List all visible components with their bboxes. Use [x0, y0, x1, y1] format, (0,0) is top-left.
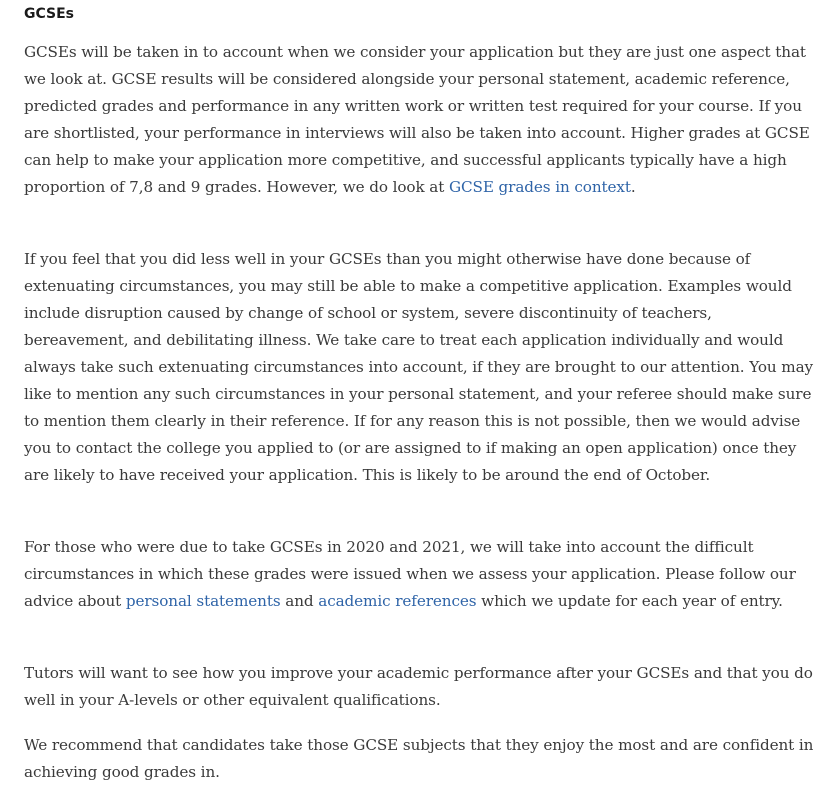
gcse-grades-in-context-link[interactable]: GCSE grades in context — [448, 178, 631, 196]
section-heading: GCSEs — [24, 6, 75, 22]
paragraph-text: and — [280, 592, 319, 610]
paragraph-tutors: Tutors will want to see how you improve your academic performance after your GCSEs and that you do well in your A-levels or other equivalent qualifications. — [24, 664, 813, 709]
paragraph-text: which we update for each year of entry. — [476, 592, 783, 610]
academic-references-link[interactable]: academic references — [318, 592, 477, 610]
content-section — [24, 0, 816, 781]
paragraph-text: GCSEs will be taken in to account when we consider your application but they are just one aspect that we look at. GCSE results will be considered alongside your personal statement, academic reference, predicted grades and performance in any written work or written test required for your course. If you are shortlisted, your performance in interviews will also be taken into account. Higher grades at GCSE can help to make your application more competitive, and successful applicants typically have a high proportion of 7,8 and 9 grades. However, we do look at — [24, 43, 810, 196]
paragraph-recommendation: We recommend that candidates take those GCSE subjects that they enjoy the most and are confident in achieving good grades in. — [24, 736, 814, 781]
paragraph-text: . — [630, 178, 636, 196]
paragraph-2020-2021 — [24, 534, 816, 615]
paragraph-extenuating-circumstances: If you feel that you did less well in your GCSEs than you might otherwise have done because of extenuating circumstances, you may still be able to make a competitive application. Examples would include disruption caused by change of school or system, severe discontinuity of teachers, bereavement, and debilitating illness. We take care to treat each application individually and would always take such extenuating circumstances into account, if they are brought to our attention. You may like to mention any such circumstances in your personal statement, and your referee should make sure to mention them clearly in their reference. If for any reason this is not possible, then we would advise you to contact the college you applied to (or are assigned to if making an open application) once they are likely to have received your application. This is likely to be around the end of October. — [24, 250, 814, 484]
paragraph-text: For those who were due to take GCSEs in 2020 and 2021, we will take into account the difficult circumstances in which these grades were issued when we assess your application. Please follow our advice about — [24, 538, 796, 610]
personal-statements-link[interactable]: personal statements — [125, 592, 281, 610]
paragraph-gcse-consideration — [24, 39, 816, 201]
